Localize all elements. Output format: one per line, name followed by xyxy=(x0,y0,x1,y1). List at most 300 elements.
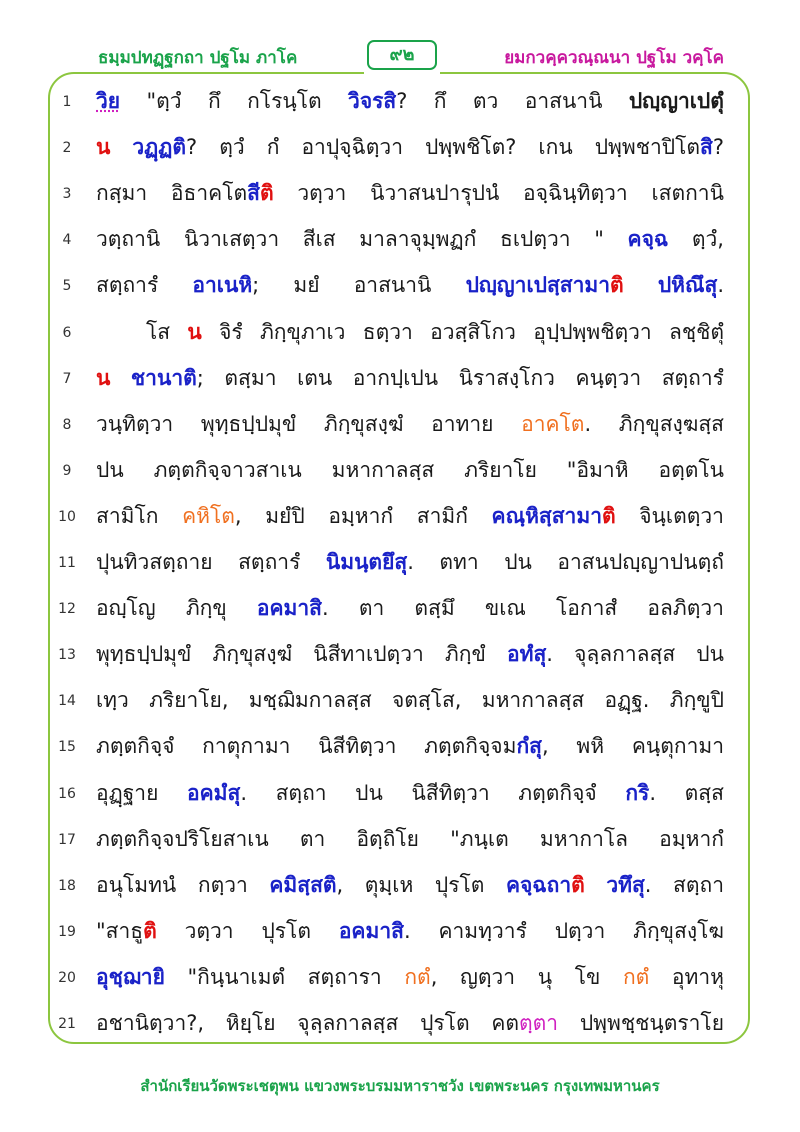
word xyxy=(324,409,404,439)
word xyxy=(96,86,120,116)
word xyxy=(459,363,555,393)
word-segment: มยํ xyxy=(293,273,320,298)
word xyxy=(313,639,424,669)
word xyxy=(202,731,290,761)
word-segment: อาสนานิ xyxy=(524,89,603,113)
line-text xyxy=(96,824,724,854)
word-segment: . xyxy=(584,411,592,436)
word xyxy=(185,916,234,946)
word-segment: กสฺมา xyxy=(96,181,148,206)
word xyxy=(404,962,437,992)
word xyxy=(466,270,624,300)
line-number: 14 xyxy=(58,693,76,710)
word-segment: อุชฺฌายิ xyxy=(96,964,165,989)
word-segment: นุ xyxy=(537,964,553,989)
word-segment: กตฺวา xyxy=(197,872,248,897)
word xyxy=(96,593,156,623)
word xyxy=(538,132,572,162)
line-text xyxy=(96,916,724,946)
text-line xyxy=(0,772,800,818)
word xyxy=(96,501,158,531)
word xyxy=(131,363,204,393)
word-segment: อิตฺถิโย xyxy=(356,826,419,851)
word xyxy=(328,501,393,531)
word-segment: ปน xyxy=(696,642,724,667)
word-segment: ภตฺตกิจฺจํ xyxy=(518,780,597,805)
word-segment: ปุรโต xyxy=(261,918,311,943)
word-segment: สตฺถารํ xyxy=(96,273,159,298)
frame-gap xyxy=(364,70,440,76)
word-segment: ธเปตฺวา xyxy=(500,227,571,252)
line-number: 8 xyxy=(62,416,72,433)
line-number: 19 xyxy=(58,923,76,940)
word-segment: นิราสงฺโกว xyxy=(458,365,555,390)
word-segment: มหากาลสฺส xyxy=(481,688,585,713)
line-number: 18 xyxy=(58,877,76,894)
word-segment: วตฺวา xyxy=(297,181,347,206)
line-text xyxy=(96,778,724,808)
word-segment: , xyxy=(430,964,438,989)
word-segment: พหิ xyxy=(576,734,605,759)
word-segment: . xyxy=(644,872,652,897)
word-segment: "อิมาหิ xyxy=(566,457,629,482)
text-line xyxy=(0,864,800,910)
word-segment: ลชฺชิตุํ xyxy=(668,319,724,344)
text-line xyxy=(0,218,800,264)
word-segment: ปพฺพชิโต? xyxy=(425,135,517,160)
word-segment: อุฏฺฐาย xyxy=(96,780,159,805)
line-text xyxy=(96,870,724,900)
word-segment: ปน xyxy=(504,550,532,574)
text-line xyxy=(0,264,800,310)
text-line xyxy=(0,80,800,126)
word-segment: คต xyxy=(491,1011,520,1035)
word-segment: ภิกฺขูปิ xyxy=(669,688,724,713)
word xyxy=(96,363,110,393)
word xyxy=(540,824,628,854)
word xyxy=(639,501,724,531)
line-number: 1 xyxy=(62,94,72,110)
word-segment: ตฺตา xyxy=(519,1011,559,1035)
word-segment: มาลาจุมฺพฏกํ xyxy=(359,227,477,252)
word-segment: จุลฺลกาลสฺส xyxy=(574,642,676,667)
word-segment: ภิกฺขุภาเว xyxy=(259,319,346,344)
word-segment: คณฺหิสฺสามา xyxy=(491,503,602,528)
word-segment: อคมํสุ xyxy=(187,780,241,805)
line-text xyxy=(96,593,724,623)
word-segment: อุทาหุ xyxy=(671,964,724,989)
word xyxy=(348,86,407,116)
word xyxy=(332,455,435,485)
word xyxy=(435,870,485,900)
word-segment: ภิกฺขุสงฺฆสฺส xyxy=(618,411,724,436)
word xyxy=(424,731,549,761)
word xyxy=(669,317,724,347)
line-number: 20 xyxy=(58,969,76,986)
word xyxy=(269,870,343,900)
word xyxy=(198,870,248,900)
word xyxy=(523,178,628,208)
word xyxy=(96,824,269,854)
word xyxy=(670,685,724,715)
word xyxy=(353,363,438,393)
line-number: 2 xyxy=(62,140,72,157)
word-segment: อาสนานิ xyxy=(353,273,432,298)
word xyxy=(96,178,147,208)
word xyxy=(96,916,157,946)
word-segment: . xyxy=(717,273,724,298)
word-segment: หิยฺโย xyxy=(225,1011,276,1035)
word-segment: " xyxy=(594,227,604,252)
line-text xyxy=(96,1008,724,1038)
word-segment: อคมาสิ xyxy=(256,596,323,621)
word xyxy=(673,870,724,900)
word-segment: คามทฺวารํ xyxy=(438,918,527,943)
word xyxy=(619,409,724,439)
line-text xyxy=(96,363,724,393)
text-line xyxy=(0,126,800,172)
word xyxy=(247,86,322,116)
word xyxy=(147,86,182,116)
word-segment: ; xyxy=(252,273,260,298)
word xyxy=(485,593,526,623)
word xyxy=(557,547,724,577)
word xyxy=(482,685,585,715)
word-segment: เทฺว xyxy=(96,688,129,713)
word-segment: คหิโต xyxy=(182,503,235,528)
word-segment: นิวาสนปารุปนํ xyxy=(370,181,500,206)
word-segment: สามิกํ xyxy=(416,503,468,528)
text-line xyxy=(0,818,800,864)
word-segment: อทํสุ xyxy=(506,642,547,667)
word xyxy=(208,86,221,116)
word-segment: , xyxy=(336,872,344,897)
word-segment: ติ xyxy=(610,273,624,298)
word xyxy=(187,778,247,808)
word-segment: ติ xyxy=(571,872,585,897)
word-segment: โอกาสํ xyxy=(556,596,618,621)
word xyxy=(696,639,724,669)
word xyxy=(430,317,516,347)
line-text xyxy=(96,639,724,669)
word-segment: โส xyxy=(146,319,171,344)
word-segment: . xyxy=(546,642,553,667)
word xyxy=(96,731,174,761)
text-line xyxy=(0,495,800,541)
text-line xyxy=(0,449,800,495)
word xyxy=(632,731,724,761)
word-segment: กํสุ xyxy=(516,734,542,759)
word-segment: สตฺถารํ xyxy=(238,550,301,574)
word-segment: ปน xyxy=(355,780,383,805)
word-segment: คนฺตฺวา xyxy=(575,365,642,390)
page-number-badge: ๙๒ xyxy=(367,40,437,70)
word-segment: ภตฺตกิจฺจํ xyxy=(96,734,175,759)
word xyxy=(659,824,724,854)
word-segment: นิวาเสตฺวา xyxy=(183,227,280,252)
word-segment: ปน xyxy=(96,457,124,482)
word xyxy=(491,1008,558,1038)
word xyxy=(356,824,419,854)
line-number: 17 xyxy=(58,831,76,848)
word-segment: ปตฺวา xyxy=(554,918,606,943)
word xyxy=(438,916,526,946)
word-segment: ปหิณึสุ xyxy=(657,273,718,298)
word-segment: อุปฺปพฺพชิตฺวา xyxy=(533,319,652,344)
word-segment: ? xyxy=(712,135,724,160)
word-segment: สตฺถารํ xyxy=(661,365,724,390)
word xyxy=(658,455,724,485)
word-segment: เตน xyxy=(297,365,333,390)
word-segment: กาตุกามา xyxy=(202,734,291,759)
word-segment: มชฺฌิมกาลสฺส xyxy=(248,688,372,713)
word-segment: เสตกานิ xyxy=(651,181,724,206)
word xyxy=(96,132,110,162)
word-segment: อาสนปญฺญาปนตฺถํ xyxy=(557,550,724,574)
line-number: 11 xyxy=(58,555,76,571)
word-segment: น xyxy=(96,365,111,390)
line-text xyxy=(96,501,724,531)
word xyxy=(187,317,201,347)
word-segment: . xyxy=(403,918,411,943)
word-segment: ตฺวํ, xyxy=(691,227,724,252)
word xyxy=(504,547,532,577)
word xyxy=(595,132,724,162)
word-segment: พุทฺธปฺปมุขํ xyxy=(96,642,192,667)
word xyxy=(318,731,396,761)
header-title-right: ยมกวคฺควณฺณนา ปฐโม วคฺโค xyxy=(504,48,724,68)
word xyxy=(473,86,498,116)
word xyxy=(132,132,197,162)
word-segment: กริ xyxy=(625,780,650,805)
word xyxy=(146,317,170,347)
word xyxy=(450,824,509,854)
word-segment: สีเส xyxy=(302,227,336,252)
word-segment: จิรํ xyxy=(219,319,243,344)
word-segment: "ภนฺเต xyxy=(450,826,509,851)
word xyxy=(257,593,329,623)
word xyxy=(411,778,489,808)
word-segment: กโรนฺโต xyxy=(247,89,322,113)
word xyxy=(224,363,276,393)
line-text xyxy=(96,224,724,254)
word xyxy=(201,409,296,439)
word xyxy=(276,778,327,808)
word xyxy=(184,224,279,254)
word-segment: น xyxy=(187,319,202,344)
word-segment: ภิกฺขํ xyxy=(444,642,486,667)
word-segment: สิ xyxy=(700,135,713,160)
word-segment: นิสีทาเปตฺวา xyxy=(313,642,424,667)
word xyxy=(359,593,384,623)
word xyxy=(301,132,403,162)
word xyxy=(226,1008,276,1038)
word xyxy=(507,639,553,669)
word xyxy=(500,224,571,254)
word-segment: . xyxy=(322,596,329,621)
word-segment: ตุมฺเห xyxy=(364,872,414,897)
word-segment: วตฺวา xyxy=(184,918,234,943)
word-segment: ปุรโต xyxy=(434,872,485,897)
line-number: 9 xyxy=(62,462,72,479)
word xyxy=(574,639,675,669)
text-line xyxy=(0,725,800,771)
word-segment: กึ xyxy=(433,89,447,113)
line-text xyxy=(96,132,724,162)
word-segment: ติ xyxy=(259,181,274,206)
word xyxy=(213,639,293,669)
line-text xyxy=(96,962,724,992)
line-number: 16 xyxy=(58,785,76,802)
word xyxy=(186,593,227,623)
word xyxy=(339,916,411,946)
word xyxy=(96,224,160,254)
line-text xyxy=(96,455,724,485)
word-segment: อาทาย xyxy=(431,411,494,436)
word xyxy=(425,132,516,162)
word-segment: อชานิตฺวา?, xyxy=(96,1011,205,1035)
word-segment: อาเนหิ xyxy=(192,273,253,298)
word-segment: . xyxy=(407,550,414,574)
footer-institution: สำนักเรียนวัดพระเชตุพน แขวงพระบรมมหาราชวัง เขตพระนคร กรุงเทพมหานคร xyxy=(140,1077,660,1095)
word-segment: อิธาคโต xyxy=(170,181,248,206)
line-number: 6 xyxy=(62,324,72,341)
word xyxy=(354,270,432,300)
word-segment: ปญฺญาเปตุํ xyxy=(628,89,724,113)
word xyxy=(685,778,724,808)
word xyxy=(533,317,651,347)
word xyxy=(363,317,413,347)
word xyxy=(651,178,724,208)
word-segment: อมฺหากํ xyxy=(328,503,394,528)
word xyxy=(672,962,724,992)
line-number: 13 xyxy=(58,647,76,664)
word-segment: ภตฺตกิจฺจปริโยสาเน xyxy=(96,826,269,851)
word xyxy=(355,778,383,808)
text-line xyxy=(0,311,800,357)
word xyxy=(464,455,537,485)
word xyxy=(492,501,616,531)
word xyxy=(171,178,274,208)
word-segment: ปุนทิวสตฺถาย xyxy=(96,550,213,574)
word-segment: , xyxy=(542,734,549,759)
line-text xyxy=(96,270,724,300)
word xyxy=(594,224,604,254)
word-segment: นิมนฺตยึสุ xyxy=(325,550,408,574)
line-text xyxy=(96,409,724,439)
text-line xyxy=(0,910,800,956)
word xyxy=(628,224,669,254)
word-segment: จุลฺลกาลสฺส xyxy=(297,1011,399,1035)
word-segment: มยํปิ xyxy=(265,503,305,528)
text-line xyxy=(0,956,800,1002)
word-segment: ขเณ xyxy=(484,596,526,621)
word xyxy=(576,363,642,393)
word xyxy=(188,962,286,992)
word xyxy=(297,178,346,208)
line-text xyxy=(96,178,724,208)
word-segment: . xyxy=(240,780,248,805)
word xyxy=(417,501,468,531)
word xyxy=(261,916,311,946)
word-segment: อาปุจฺฉิตฺวา xyxy=(301,135,404,160)
text-line xyxy=(0,633,800,679)
word xyxy=(238,547,300,577)
word xyxy=(538,962,552,992)
word-segment: ปญฺญาเปสฺสามา xyxy=(465,273,611,298)
word-segment: สามิโก xyxy=(96,503,159,528)
word-segment: ตสฺส xyxy=(684,780,724,805)
word xyxy=(154,455,302,485)
word-segment: "กินฺนาเมตํ xyxy=(187,964,286,989)
word-segment: อญฺโญ xyxy=(96,596,156,621)
word xyxy=(249,685,372,715)
word-segment: ภิกฺขุสงฺฆํ xyxy=(323,411,404,436)
word-segment: ติ xyxy=(143,918,157,943)
word-segment: วทึสุ xyxy=(606,872,645,897)
word xyxy=(96,778,158,808)
word-segment: ชานาติ xyxy=(130,365,197,390)
word-segment: โข xyxy=(574,964,601,989)
word-segment: อมฺหากํ xyxy=(659,826,724,851)
word xyxy=(365,870,414,900)
word-segment: ; xyxy=(196,365,204,390)
word xyxy=(297,1008,398,1038)
line-text xyxy=(146,317,724,347)
word-segment: นิสีทิตฺวา xyxy=(411,780,490,805)
word-segment: ธตฺวา xyxy=(362,319,413,344)
word-segment: ภตฺตกิจฺจม xyxy=(424,734,517,759)
word-segment: มหากาโล xyxy=(539,826,629,851)
word-segment: กึ xyxy=(207,89,221,113)
word-segment: จินฺเตตฺวา xyxy=(639,503,724,528)
word xyxy=(414,593,454,623)
word-segment: สตฺถา xyxy=(673,872,724,897)
word xyxy=(182,501,242,531)
word xyxy=(293,270,319,300)
word xyxy=(96,547,213,577)
word-segment: น xyxy=(96,135,111,160)
word xyxy=(580,1008,724,1038)
word-segment: วฏฺฏติ xyxy=(132,135,187,160)
word-segment: ตว xyxy=(472,89,499,113)
word xyxy=(521,409,591,439)
word xyxy=(439,547,478,577)
word-segment: ตสฺมึ xyxy=(414,596,455,621)
line-number: 3 xyxy=(62,186,72,203)
line-number: 10 xyxy=(58,508,76,525)
word xyxy=(308,962,382,992)
word xyxy=(658,270,724,300)
text-line xyxy=(0,1002,800,1048)
word-segment: ? xyxy=(396,89,408,113)
word-segment: อลภิตฺวา xyxy=(647,596,724,621)
text-line xyxy=(0,357,800,403)
word xyxy=(96,962,165,992)
word-segment: ภิกฺขุสงฺฆํ xyxy=(212,642,293,667)
word xyxy=(297,363,332,393)
word-segment: . xyxy=(649,780,657,805)
word-segment: ตา xyxy=(358,596,385,621)
word xyxy=(434,86,447,116)
word xyxy=(556,593,617,623)
word-segment: คมิสฺสติ xyxy=(269,872,337,897)
word xyxy=(219,132,244,162)
line-number: 12 xyxy=(58,601,76,618)
word-segment: อคมาสิ xyxy=(338,918,404,943)
word-segment: ภริยาโย xyxy=(464,457,537,482)
line-number: 21 xyxy=(58,1016,76,1032)
